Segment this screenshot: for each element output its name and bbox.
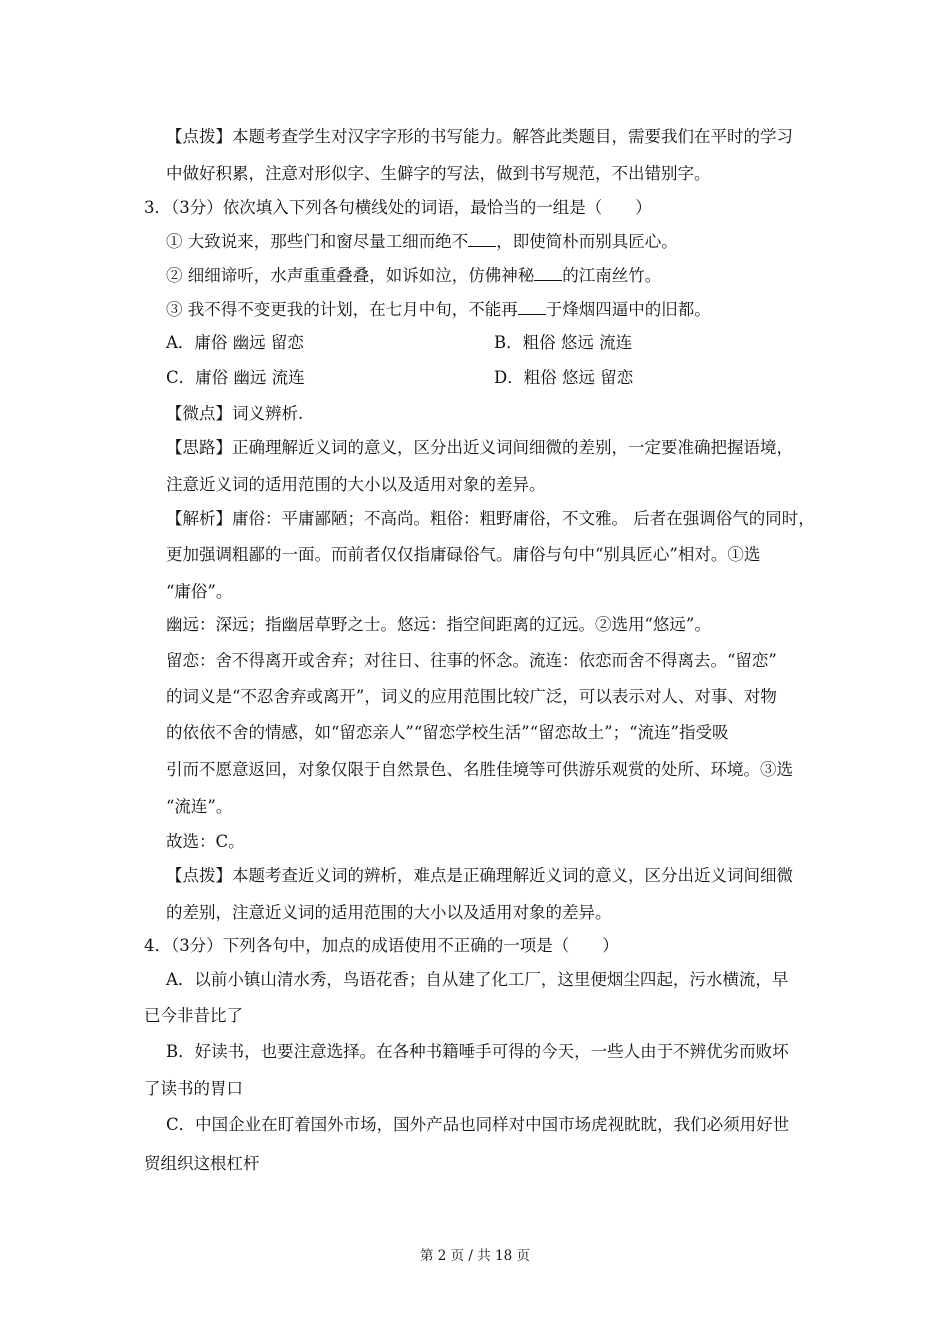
q3-silu-line-2: 注意近义词的适用范围的大小以及适用对象的差异。 [166,475,546,494]
q3-sentence-3 [166,299,711,320]
q3-answer: 故选：C。 [166,832,245,851]
question-4-stem: 4．（3分）下列各句中，加点的成语使用不正确的一项是（ ） [144,936,619,955]
q3-s3-part-a: ③ 我不得不变更我的计划，在七月中旬，不能再 [166,300,518,319]
q3-s2-part-b: 的江南丝竹。 [562,266,662,285]
q3-s1-part-b: ，即使简朴而别具匠心。 [496,232,678,251]
q4-option-a-line-1: A．以前小镇山清水秀，鸟语花香；自从建了化工厂，这里便烟尘四起，污水横流，早 [166,970,789,989]
q4-option-b-line-1: B．好读书，也要注意选择。在各种书籍唾手可得的今天，一些人由于不辨优劣而败坏 [166,1042,789,1061]
q3-option-c: C．庸俗 幽远 流连 [166,368,305,387]
q3-s2-part-a: ② 细细谛听，水声重重叠叠，如诉如泣，仿佛神秘 [166,266,535,285]
q3-jiexi-line-1: 【解析】庸俗：平庸鄙陋；不高尚。粗俗：粗野庸俗，不文雅。 后者在强调俗气的同时， [166,509,815,528]
q3-s1-blank [468,231,496,247]
q3-jiexi-line-4: 幽远：深远；指幽居草野之士。悠远：指空间距离的辽远。②选用“悠远”。 [166,615,711,634]
q3-s3-part-b: 于烽烟四逼中的旧都。 [545,300,711,319]
q3-weidian: 【微点】词义辨析. [166,404,304,423]
q4-option-c-line-1: C．中国企业在盯着国外市场，国外产品也同样对中国市场虎视眈眈，我们必须用好世 [166,1115,790,1134]
q3-option-b: B．粗俗 悠远 流连 [494,333,633,352]
q3-s1-part-a: ① 大致说来，那些门和窗尽量工细而绝不 [166,232,469,251]
q4-option-a-line-2: 已今非昔比了 [144,1006,243,1025]
q3-jiexi-line-9: “流连”。 [166,797,233,816]
question-3-stem: 3．（3分）依次填入下列各句横线处的词语，最恰当的一组是（ ） [144,198,652,217]
prev-note-line-1: 【点拨】本题考查学生对汉字字形的书写能力。解答此类题目，需要我们在平时的学习 [166,127,793,146]
q3-jiexi-line-8: 引而不愿意返回，对象仅限于自然景色、名胜佳境等可供游乐观赏的处所、环境。③选 [166,760,793,779]
q4-option-c-line-2: 贸组织这根杠杆 [144,1154,260,1173]
q3-jiexi-line-6: 的词义是“不忍舍弃或离开”，词义的应用范围比较广泛，可以表示对人、对事、对物 [166,687,777,706]
q3-sentence-2 [166,265,661,286]
q4-option-b-line-2: 了读书的胃口 [144,1079,243,1098]
q3-dianbo-line-2: 的差别，注意近义词的适用范围的大小以及适用对象的差异。 [166,903,612,922]
q3-jiexi-line-3: “庸俗”。 [166,582,233,601]
prev-note-line-2: 中做好积累，注意对形似字、生僻字的写法，做到书写规范，不出错别字。 [166,164,711,183]
q3-sentence-1 [166,231,678,252]
q3-option-a: A．庸俗 幽远 留恋 [166,333,304,352]
q3-s2-blank [534,265,562,281]
q3-jiexi-line-7: 的依依不舍的情感，如“留恋亲人”“留恋学校生活”“留恋故土”；“流连”指受吸 [166,723,729,742]
page-footer: 第 2 页 / 共 18 页 [419,1248,531,1264]
q3-jiexi-line-5: 留恋：舍不得离开或舍弃；对往日、往事的怀念。流连：依恋而舍不得离去。“留恋” [166,651,777,670]
q3-dianbo-line-1: 【点拨】本题考查近义词的辨析，难点是正确理解近义词的意义，区分出近义词间细微 [166,866,793,885]
q3-silu-line-1: 【思路】正确理解近义词的意义，区分出近义词间细微的差别，一定要准确把握语境， [166,438,793,457]
q3-option-d: D．粗俗 悠远 留恋 [494,368,634,387]
q3-s3-blank [518,299,546,315]
q3-jiexi-line-2: 更加强调粗鄙的一面。而前者仅仅指庸碌俗气。庸俗与句中“别具匠心”相对。①选 [166,545,761,564]
